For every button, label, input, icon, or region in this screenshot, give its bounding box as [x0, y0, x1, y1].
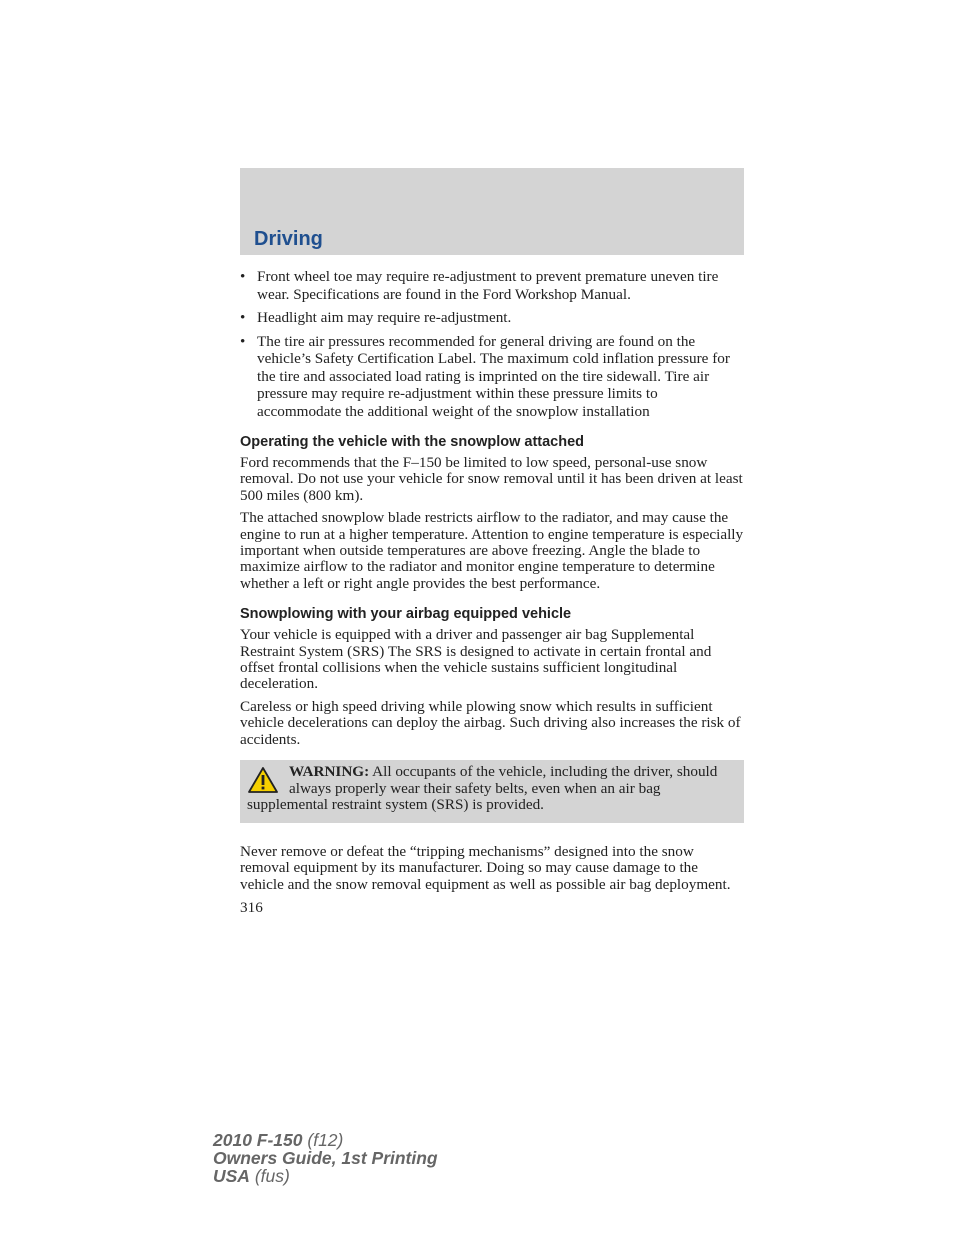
- warning-box: [240, 760, 744, 823]
- paragraph: Never remove or defeat the “tripping mechanisms” designed into the snow removal equipment by its manufacturer. Doing so may cause damage to the vehicle and the snow removal equipment as well as possible air bag deployment.: [240, 842, 731, 893]
- warning-label: WARNING:: [289, 763, 370, 781]
- subheading-airbag-vehicle: Snowplowing with your airbag equipped vehicle: [240, 606, 572, 623]
- footer-model: 2010 F-150: [213, 1130, 303, 1150]
- bullet-dot: •: [240, 309, 246, 326]
- paragraph: Ford recommends that the F–150 be limited to low speed, personal-use snow removal. Do not use your vehicle for snow removal until it has been driven at least 500 miles (800 km).: [240, 454, 743, 504]
- section-title: Driving: [254, 228, 323, 250]
- footer-printing: Owners Guide, 1st Printing: [213, 1148, 438, 1168]
- footer-region: USA: [213, 1166, 250, 1186]
- footer-line: [213, 1167, 438, 1185]
- list-item-text: Headlight aim may require re-adjustment.: [257, 309, 512, 326]
- document-footer: [213, 1131, 438, 1185]
- footer-line: [213, 1149, 438, 1167]
- list-item: [240, 333, 744, 421]
- footer-model-code: (f12): [302, 1130, 344, 1150]
- list-item: [240, 309, 744, 327]
- bullet-dot: •: [240, 332, 246, 350]
- paragraph: Careless or high speed driving while plowing snow which results in sufficient vehicle decelerations can deploy the airbag. Such driving also increases the risk of accidents.: [240, 697, 741, 748]
- paragraph: Your vehicle is equipped with a driver and passenger air bag Supplemental Restraint System (SRS) The SRS is designed to activate in certain frontal and offset frontal collisions when the vehicle sustains sufficient longitudinal deceleration.: [240, 626, 712, 693]
- list-item: [240, 268, 744, 303]
- footer-region-code: (fus): [249, 1166, 290, 1186]
- list-item-text: Front wheel toe may require re-adjustment to prevent premature uneven tire wear. Specifications are found in the Ford Workshop Manual.: [257, 268, 719, 303]
- warning-text: All occupants of the vehicle, including the driver, should always properly wear their safety belts, even when an air bag supplemental restraint system (SRS) is provided.: [247, 763, 718, 814]
- bullet-dot: •: [240, 268, 246, 285]
- section-header-band: [240, 168, 744, 255]
- paragraph: The attached snowplow blade restricts airflow to the radiator, and may cause the engine to run at a higher temperature. Attention to engine temperature is especially important when outside temperatures are above freezing. Angle the blade to maximize airflow to the radiator and monitor engine temperature to determine whether a left or right angle provides the best performance.: [240, 509, 744, 592]
- page-content: [240, 268, 744, 917]
- list-item-text: The tire air pressures recommended for general driving are found on the vehicle’s Safety Certification Label. The maximum cold inflation pressure for the tire and associated load rating is imprinted on the tire sidewall. Tire air pressure may require re-adjustment within these pressure limits to accommodate the additional weight of the snowplow installation: [257, 332, 730, 420]
- warning-triangle-icon: [247, 766, 279, 794]
- footer-line: [213, 1131, 438, 1149]
- bullet-list: [240, 268, 744, 420]
- subheading-snowplow-attached: Operating the vehicle with the snowplow attached: [240, 434, 585, 450]
- page-number: 316: [240, 899, 263, 917]
